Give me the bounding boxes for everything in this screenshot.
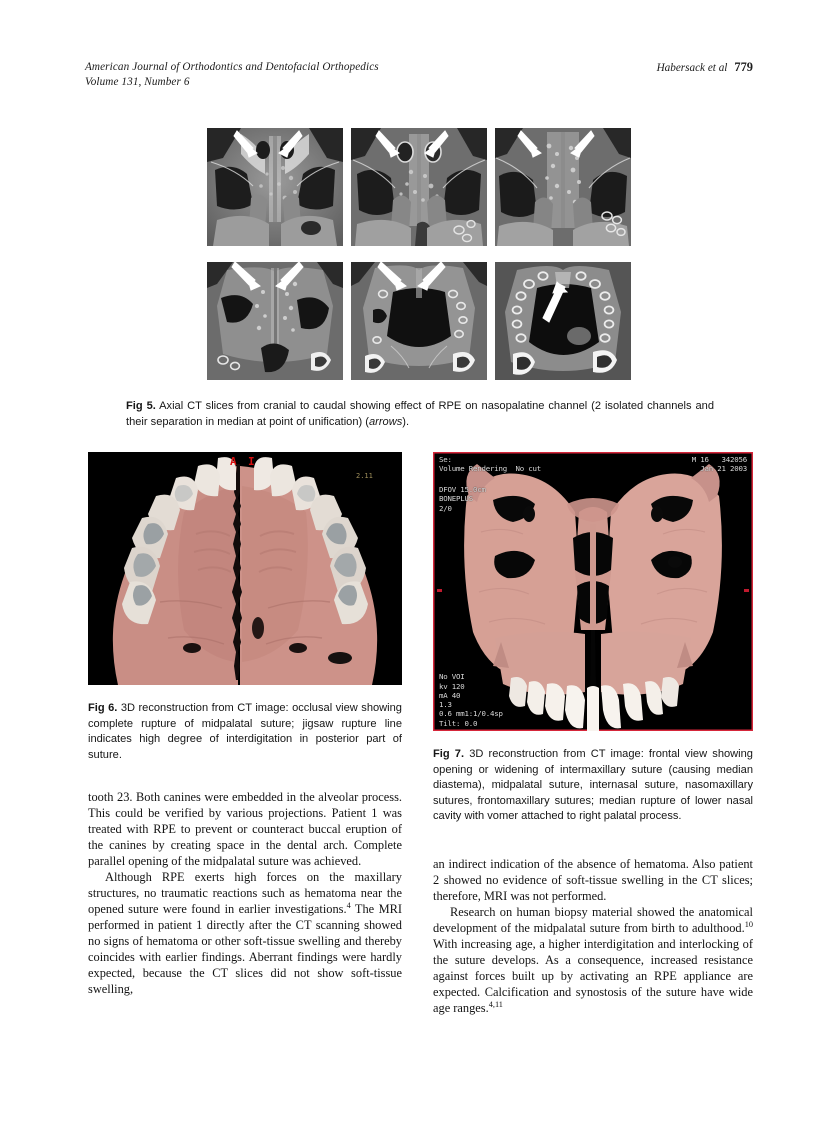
figure-7-label: Fig 7. xyxy=(433,748,465,760)
citation-ref-10: 10 xyxy=(744,919,753,929)
ct-slice-caudal-2 xyxy=(351,262,487,380)
dicom-overlay-top-right xyxy=(692,455,747,474)
dicom-tilt: Tilt: 0.0 xyxy=(439,718,478,728)
dicom-kv: kv 120 xyxy=(439,681,465,691)
body-text-left-column xyxy=(88,789,402,997)
dicom-se: Se: xyxy=(439,455,452,464)
dicom-series-image: 2/0 xyxy=(439,503,452,513)
right-paragraph-2 xyxy=(433,904,753,1016)
dicom-overlay-top-left xyxy=(439,455,541,474)
citation-ref-4: 4 xyxy=(346,900,351,910)
running-head-left xyxy=(85,60,379,90)
dicom-overlay-bottom-left xyxy=(439,672,503,728)
page-number: 779 xyxy=(734,60,753,74)
figure-6-image-occlusal-3d xyxy=(88,452,402,685)
figure-5-label: Fig 5. xyxy=(126,400,156,412)
figure-5-caption-text: Axial CT slices from cranial to caudal showing effect of RPE on nasopalatine channel (2 isolated channels and their separation in median at point of unification) ( xyxy=(126,400,714,428)
running-head-right xyxy=(657,60,753,76)
ct-canvas xyxy=(351,128,487,246)
figure-7-image-frontal-3d xyxy=(433,452,753,731)
figure-6-caption xyxy=(88,701,402,763)
ct-slice-caudal-3 xyxy=(495,262,631,380)
dicom-patient-id: M 16 342056 xyxy=(691,455,747,464)
figure-7-caption-text: 3D reconstruction from CT image: frontal view showing opening or widening of intermaxillary suture (causing median diastema), midpalatal suture, internasal suture, nasomaxillary sutures, frontomaxillary sutures; median rupture of lower nasal cavity with vomer attached to right palatal process. xyxy=(433,748,753,823)
dicom-value-13: 1.3 xyxy=(439,700,452,710)
citation-ref-4-11: 4,11 xyxy=(488,999,503,1009)
journal-title: American Journal of Orthodontics and Dentofacial Orthopedics xyxy=(85,61,379,73)
dicom-rendering-mode: Volume Rendering No cut xyxy=(439,464,541,474)
right-paragraph-1: an indirect indication of the absence of hematoma. Also patient 2 showed no evidence of soft-tissue swelling in the CT slices; therefore, MRI was not performed. xyxy=(433,857,753,903)
left-para2-part-a: Although RPE exerts high forces on the maxillary structures, no traumatic reactions such as hematoma near the opened suture were found in earlier investigations. xyxy=(88,870,402,916)
ct-canvas xyxy=(495,128,631,246)
ct-slice-caudal-1 xyxy=(207,262,343,380)
figure-7-caption xyxy=(433,747,753,825)
right-para2-part-b: With increasing age, a higher interdigitation and interlocking of the suture develops. As a consequence, increased resistance against forces built up by activating an RPE appliance are expected. Calcification and synostosis of the suture have wide age ranges. xyxy=(433,937,753,1015)
ct-canvas xyxy=(207,128,343,246)
svg-text:2.11: 2.11 xyxy=(356,472,373,480)
left-paragraph-1: tooth 23. Both canines were embedded in the alveolar process. This could be verified by various projections. Patient 1 was treated with RPE to prevent or counteract buccal eruption of the canines by creating space in the dental arch. Complete parallel opening of the midpalatal suture was achieved. xyxy=(88,790,402,868)
figure-6-label: Fig 6. xyxy=(88,702,118,714)
ct-canvas xyxy=(495,262,631,380)
marker-i-label: I xyxy=(248,455,255,468)
dicom-kernel: BONEPLUS xyxy=(439,494,473,504)
right-para2-part-a: Research on human biopsy material showed the anatomical development of the midpalatal suture from birth to adulthood. xyxy=(433,905,753,935)
running-head xyxy=(85,60,753,96)
ct-canvas xyxy=(207,262,343,380)
author-names: Habersack et al xyxy=(656,62,728,74)
marker-a-label: A xyxy=(230,455,237,468)
left-para2-part-b: The MRI performed in patient 1 directly after the CT scanning showed no signs of hematoma or other soft-tissue swelling and thereby coincides with earlier findings. Aberrant findings were hardly expected, because the CT slices did not show soft-tissue swelling, xyxy=(88,902,402,996)
body-text-right-column xyxy=(433,856,753,1016)
figure-5-image-grid xyxy=(207,128,631,386)
dicom-overlay-top-left-2 xyxy=(439,485,486,513)
dicom-voi: No VOI xyxy=(439,672,465,682)
ct-slice-cranial-2 xyxy=(351,128,487,246)
volume-issue: Volume 131, Number 6 xyxy=(85,76,190,88)
ct-canvas xyxy=(351,262,487,380)
ct-slice-cranial-3 xyxy=(495,128,631,246)
figure-6-caption-text: 3D reconstruction from CT image: occlusal view showing complete rupture of midpalatal suture; jigsaw rupture line indicates high degree of interdigitation in posterior part of suture. xyxy=(88,702,402,761)
dicom-slice-thickness: 0.6 mm1:1/0.4sp xyxy=(439,709,503,719)
figure-5-caption-tail: ). xyxy=(402,415,410,428)
left-paragraph-2 xyxy=(88,869,402,997)
figure-5-caption xyxy=(126,399,714,430)
ct-slice-cranial-1 xyxy=(207,128,343,246)
dicom-dfov: DFOV 15.0cm xyxy=(439,485,486,494)
figure-5-caption-italic: arrows xyxy=(368,415,403,428)
dicom-scan-date: Jan 21 2003 xyxy=(700,464,747,474)
dicom-ma: mA 40 xyxy=(439,690,461,700)
